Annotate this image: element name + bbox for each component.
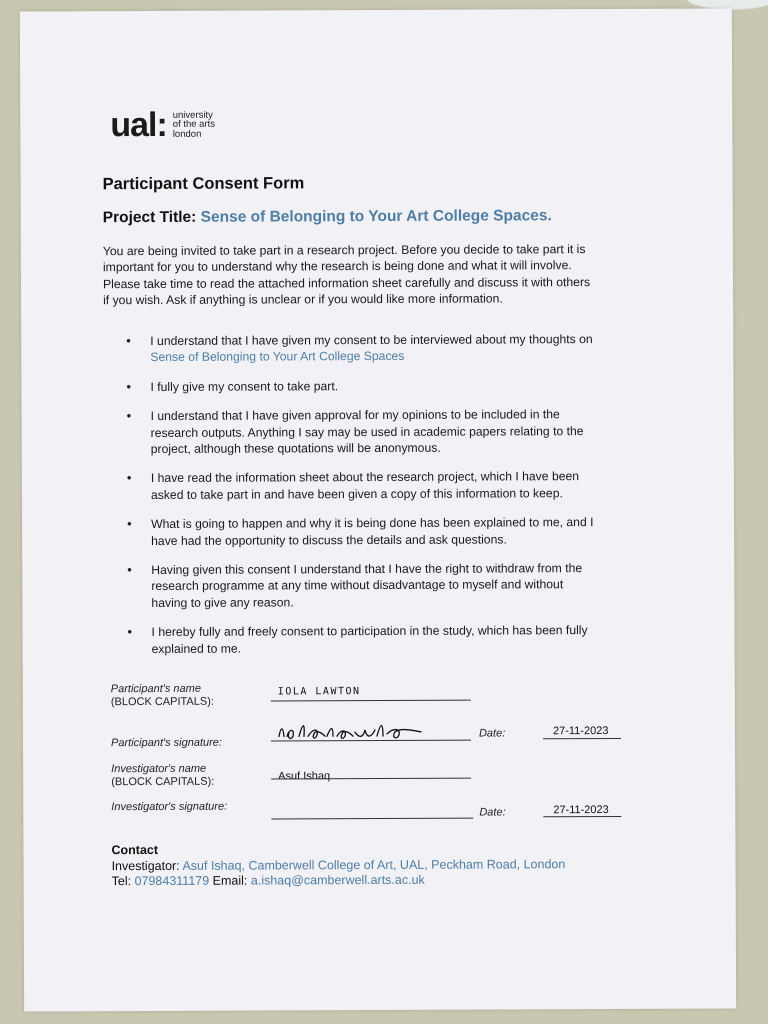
- contact-investigator-value: Asuf Ishaq, Camberwell College of Art, UAL, Peckham Road, London: [182, 856, 566, 873]
- contact-tel-value[interactable]: 07984311179: [134, 873, 210, 889]
- investigator-name-value: Asuf Ishaq: [278, 770, 331, 783]
- participant-name-line[interactable]: [271, 700, 471, 702]
- consent-item: • I fully give my consent to take part.: [126, 377, 596, 395]
- consent-item: • Having given this consent I understand that I have the right to withdraw from the research programme at any time without disadvantage to myself and without having to give any reason.: [127, 560, 597, 611]
- participant-name-value: IOLA LAWTON: [277, 686, 361, 698]
- intro-paragraph: You are being invited to take part in a research project. Before you decide to take part it is important for you to understand why the research is being done and what it will involve. Please take time to read the attached information sheet carefully and discuss it with others if you wish. Ask if anything is unclear or if you would like more information.: [102, 242, 591, 308]
- consent-statements: [126, 331, 597, 670]
- consent-item: • I hereby fully and freely consent to participation in the study, which has been fully explained to me.: [127, 622, 597, 657]
- contact-details: [112, 872, 566, 889]
- participant-name-label-text: Participant's name: [110, 682, 201, 696]
- investigator-name-label: [111, 763, 214, 789]
- investigator-signature-label: Investigator's signature:: [111, 800, 228, 814]
- contact-email-value[interactable]: a.ishaq@camberwell.arts.ac.uk: [250, 872, 425, 888]
- ual-logo: [110, 105, 243, 145]
- contact-investigator-label: Investigator:: [111, 858, 180, 873]
- investigator-signature-line[interactable]: [271, 818, 473, 820]
- logo-mark: ual:: [110, 105, 167, 145]
- contact-email-label: Email:: [212, 873, 248, 888]
- consent-item: • I understand that I have given approval for my opinions to be included in the research outputs. Anything I say may be used in academic papers relating to the project, although these quotations will be anonymous.: [127, 406, 597, 457]
- consent-form-page: [20, 8, 736, 1011]
- participant-name-caps: (BLOCK CAPITALS):: [110, 695, 214, 709]
- form-title: Participant Consent Form: [102, 174, 305, 194]
- consent-item-1-project: Sense of Belonging to Your Art College Spaces: [150, 349, 405, 365]
- date-label-1: Date:: [478, 727, 506, 740]
- participant-signature-label: Participant's signature:: [110, 736, 222, 750]
- consent-item-1-text: I understand that I have given my consent to be interviewed about my thoughts on: [150, 332, 593, 348]
- date-line-2[interactable]: [543, 816, 621, 817]
- date-value-1: 27-11-2023: [552, 724, 609, 738]
- consent-item: • What is going to happen and why it is being done has been explained to me, and I have had the opportunity to discuss the details and ask questions.: [127, 514, 597, 549]
- consent-item: • I have read the information sheet about the research project, which I have been asked to take part in and have been given a copy of this information to keep.: [127, 468, 597, 503]
- logo-line-2: of the arts: [172, 118, 216, 131]
- logo-line-1: university: [172, 109, 213, 121]
- contact-investigator: [112, 857, 566, 874]
- project-title-value: Sense of Belonging to Your Art College Spaces.: [200, 207, 552, 226]
- consent-item: [126, 331, 596, 366]
- date-value-2: 27-11-2023: [553, 803, 609, 817]
- investigator-name-line[interactable]: [271, 778, 471, 780]
- logo-line-3: london: [172, 128, 202, 140]
- contact-heading: Contact: [111, 842, 159, 858]
- contact-section: [111, 841, 565, 889]
- logo-wordmark: [173, 110, 243, 139]
- date-label-2: Date:: [479, 806, 506, 819]
- project-title: [103, 207, 552, 227]
- investigator-name-caps: (BLOCK CAPITALS):: [111, 775, 215, 789]
- project-title-label: Project Title:: [102, 208, 197, 227]
- investigator-name-label-text: Investigator's name: [111, 762, 207, 776]
- contact-tel-label: Tel:: [111, 874, 132, 889]
- participant-name-label: [111, 683, 214, 709]
- date-line-1[interactable]: [543, 738, 621, 739]
